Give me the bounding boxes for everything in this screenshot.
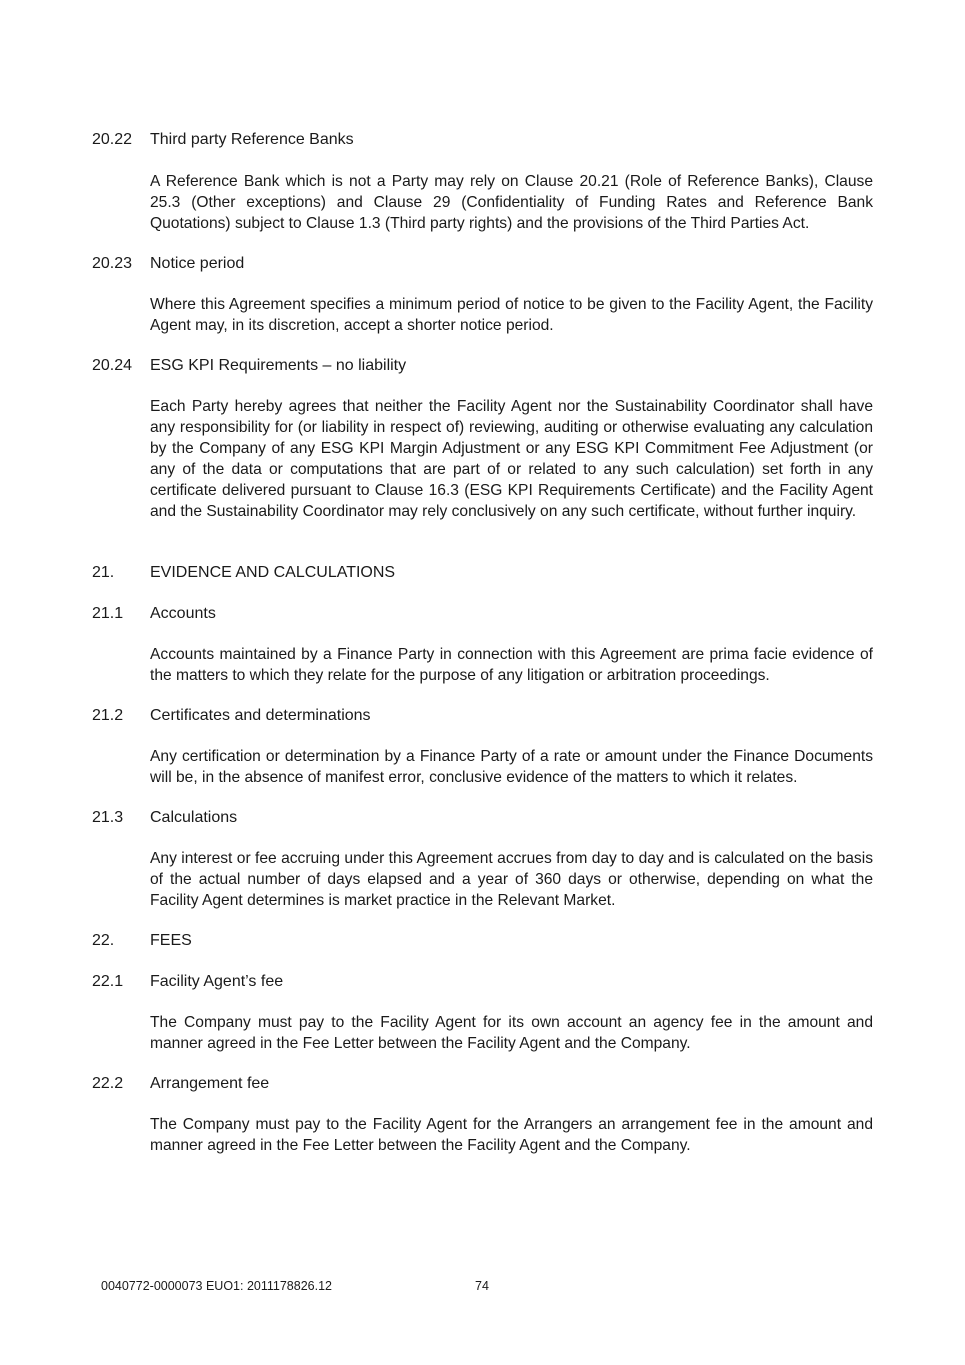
- section-body-22-1: The Company must pay to the Facility Agent for its own account an agency fee in the amount and manner agreed in the Fee Letter between the Facility Agent and the Company.: [150, 1014, 873, 1052]
- section-number: 20.24: [92, 357, 133, 374]
- section-body-20-22: A Reference Bank which is not a Party may rely on Clause 20.21 (Role of Reference Banks), Clause 25.3 (Other exceptions) and Clause 29 (Confidentiality of Funding Rates and Reference Bank Quotations) subject to Clause 1.3 (Third party rights) and the provisions of the Third Parties Act.: [150, 173, 873, 232]
- section-body-21-1: Accounts maintained by a Finance Party in connection with this Agreement are prima facie evidence of the matters to which they relate for the purpose of any litigation or arbitration proceedings.: [150, 646, 873, 684]
- clause-heading-21: [92, 563, 872, 583]
- section-number: 21.: [92, 564, 115, 581]
- section-body-20-23: Where this Agreement specifies a minimum period of notice to be given to the Facility Agent, the Facility Agent may, in its discretion, accept a shorter notice period.: [150, 296, 873, 334]
- section-title: ESG KPI Requirements – no liability: [150, 357, 407, 374]
- section-title: Accounts: [150, 605, 216, 622]
- footer-page-number: 74: [475, 1279, 489, 1293]
- section-heading-20-23: [92, 254, 872, 274]
- section-heading-21-1: [92, 604, 872, 624]
- section-number: 22.1: [92, 973, 124, 990]
- section-number: 22.: [92, 932, 115, 949]
- section-title: EVIDENCE AND CALCULATIONS: [150, 564, 396, 581]
- section-title: Calculations: [150, 809, 238, 826]
- section-heading-22-1: [92, 972, 872, 992]
- section-heading-21-2: [92, 706, 872, 726]
- section-title: Arrangement fee: [150, 1075, 270, 1092]
- section-body-22-2: The Company must pay to the Facility Agent for the Arrangers an arrangement fee in the amount and manner agreed in the Fee Letter between the Facility Agent and the Company.: [150, 1116, 873, 1154]
- section-number: 21.2: [92, 707, 124, 724]
- section-body-21-2: Any certification or determination by a Finance Party of a rate or amount under the Finance Documents will be, in the absence of manifest error, conclusive evidence of the matters to which it relates.: [150, 748, 873, 786]
- section-title: Facility Agent’s fee: [150, 973, 284, 990]
- section-number: 21.3: [92, 809, 124, 826]
- section-title: Third party Reference Banks: [150, 131, 354, 148]
- footer-document-reference: 0040772-0000073 EUO1: 2011178826.12: [101, 1279, 332, 1293]
- clause-heading-22: [92, 931, 872, 951]
- section-body-21-3: Any interest or fee accruing under this Agreement accrues from day to day and is calculated on the basis of the actual number of days elapsed and a year of 360 days or otherwise, depending on what the Facility Agent determines is market practice in the Relevant Market.: [150, 850, 873, 909]
- section-title: Notice period: [150, 255, 245, 272]
- section-number: 22.2: [92, 1075, 124, 1092]
- section-number: 20.22: [92, 131, 133, 148]
- section-title: FEES: [150, 932, 192, 949]
- section-body-20-24: Each Party hereby agrees that neither the Facility Agent nor the Sustainability Coordinator shall have any responsibility for (or liability in respect of) reviewing, auditing or otherwise evaluating any calculation by the Company of any ESG KPI Margin Adjustment or any ESG KPI Commitment Fee Adjustment (or any of the data or computations that are part of or related to any such calculation) set forth in any certificate delivered pursuant to Clause 16.3 (ESG KPI Requirements Certificate) and the Facility Agent and the Sustainability Coordinator may rely conclusively on any such certificate, without further inquiry.: [150, 398, 873, 520]
- section-number: 21.1: [92, 605, 124, 622]
- section-heading-22-2: [92, 1074, 872, 1094]
- section-heading-21-3: [92, 808, 872, 828]
- section-title: Certificates and determinations: [150, 707, 371, 724]
- section-number: 20.23: [92, 255, 133, 272]
- section-heading-20-22: [92, 130, 872, 150]
- section-heading-20-24: [92, 356, 872, 376]
